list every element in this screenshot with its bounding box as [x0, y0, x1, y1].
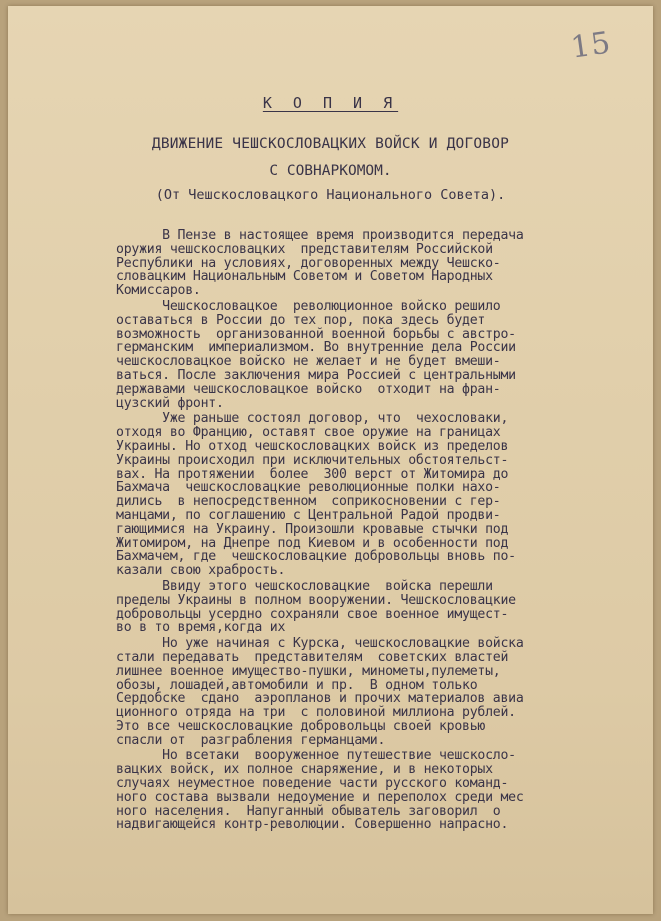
text-line: случаях неуместное поведение части русского команд- [116, 776, 509, 792]
text-line: оставаться в России до тех пор, пока здесь будет [116, 312, 486, 328]
title-line-2: С СОВНАРКОМОМ. [269, 163, 392, 179]
text-line: спасли от разграбления германцами. [116, 732, 386, 748]
text-line: цузский фронт. [116, 395, 224, 411]
text-line: державами чешскословацкое войско отходит на фран- [116, 381, 501, 397]
text-line: Сердобске сдано аэропланов и прочих материалов авиа [116, 691, 524, 707]
text-line: казали свою храбрость. [116, 563, 286, 579]
text-line: Ввиду этого чешскословацкие войска перешли [116, 578, 493, 594]
text-line: словацким Национальным Советом и Советом Народных [116, 269, 493, 285]
text-line: Это все чешскословацкие добровольцы своей кровью [116, 718, 486, 734]
text-line: Республики на условиях, договоренных между Чешско- [116, 255, 501, 271]
text-line: отходя во Францию, оставят свое оружие на границах [116, 425, 501, 441]
text-line: Бахмачем, где чешскословацкие добровольцы вновь по- [116, 549, 516, 565]
text-line: гающимися на Украину. Произошли кровавые стычки под [116, 521, 509, 537]
pencil-page-number: 15 [568, 25, 614, 66]
text-line: ционного отряда на три с половиной миллиона рублей. [116, 705, 516, 721]
text-line: манцами, по соглашению с Центральной Радой продви- [116, 507, 501, 523]
text-line: чешскословацкое войско не желает и не будет вмеши- [116, 354, 501, 370]
text-line: ного населения. Напуганный обыватель заговорил о [116, 803, 501, 819]
body-text [116, 229, 653, 832]
text-line: В Пензе в настоящее время производится передача [116, 228, 524, 243]
text-line: во в то время,когда их [116, 620, 286, 636]
text-line: обозы, лошадей,автомобили и пр. В одном только [116, 677, 478, 693]
text-line: оружия чешскословацких представителям Российской [116, 241, 493, 257]
text-line: Житомиром, на Днепре под Киевом и в особенности под [116, 535, 509, 551]
title-line-1: ДВИЖЕНИЕ ЧЕШСКОСЛОВАЦКИХ ВОЙСК И ДОГОВОР [151, 136, 510, 152]
text-line: Бахмача чешскословацкие революционные полки нахо- [116, 480, 501, 496]
typewritten-page [8, 6, 653, 914]
text-line: ного состава вызвали недоумение и переполох среди мес [116, 789, 524, 805]
text-line: вах. На протяжении более 300 верст от Житомира до [116, 466, 509, 482]
text-line: Комиссаров. [116, 283, 201, 299]
text-line: Украины. Но отход чешскословацких войск из пределов [116, 438, 509, 454]
text-line: Но уже начиная с Курска, чешскословацкие войска [116, 636, 524, 652]
copy-heading: К О П И Я [262, 94, 399, 112]
text-line: дились в непосредственном соприкосновении с гер- [116, 494, 501, 510]
text-line: германским империализмом. Во внутренние дела России [116, 340, 516, 356]
text-line: надвигающейся контр-революции. Совершенно напрасно. [116, 817, 509, 833]
text-line: ваться. После заключения мира Россией с центральными [116, 367, 516, 383]
text-line: стали передавать представителям советских властей [116, 649, 509, 665]
text-line: возможность организованной военной борьбы с австро- [116, 326, 516, 342]
text-line: Чешскословацкое революционное войско решило [116, 298, 501, 314]
text-line: лишнее военное имущество-пушки, минометы,пулеметы, [116, 663, 501, 679]
text-line: вацких войск, их полное снаряжение, и в некоторых [116, 762, 493, 778]
text-line: пределы Украины в полном вооружении. Чешскословацкие [116, 592, 516, 608]
source-line: (От Чешскословацкого Национального Совета). [155, 187, 506, 203]
text-line: Украины происходил при исключительных обстоятельст- [116, 452, 509, 468]
text-line: Уже раньше состоял договор, что чехословаки, [116, 411, 509, 427]
text-line: Но всетаки вооруженное путешествие чешскосло- [116, 748, 516, 764]
text-line: добровольцы усердно сохраняли свое военное имущест- [116, 606, 509, 622]
